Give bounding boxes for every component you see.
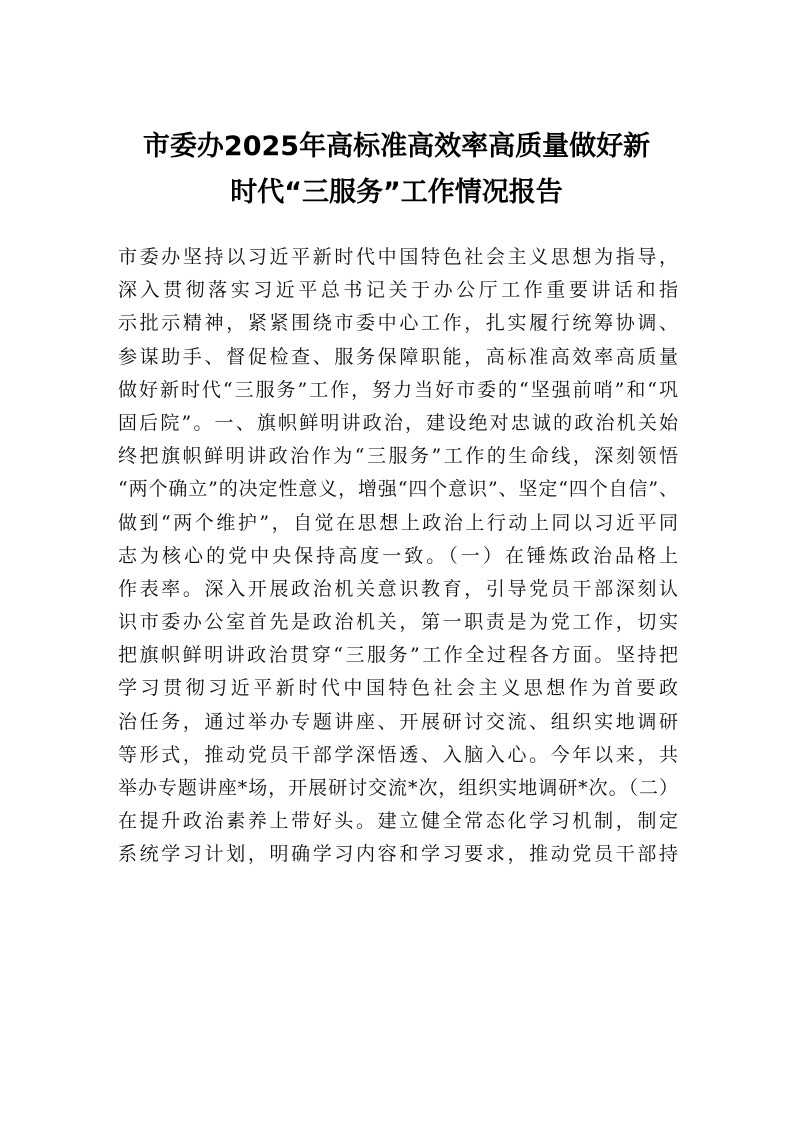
title-line-1: 市委办2025年高标准高效率高质量做好新 <box>142 131 651 162</box>
body-line: 把旗帜鲜明讲政治贯穿“三服务”工作全过程各方面。坚持把 <box>118 644 678 667</box>
body-line: 做到“两个维护”，自觉在思想上政治上行动上同以习近平同 <box>118 511 678 534</box>
body-line: 志为核心的党中央保持高度一致。（一）在锤炼政治品格上 <box>118 544 678 567</box>
body-line: 做好新时代“三服务”工作，努力当好市委的“坚强前哨”和“巩 <box>118 378 678 401</box>
body-line: 举办专题讲座*场，开展研讨交流*次，组织实地调研*次。（二） <box>118 777 678 799</box>
body-line: 识市委办公室首先是政治机关，第一职责是为党工作，切实 <box>118 611 678 634</box>
body-line: 参谋助手、督促检查、服务保障职能，高标准高效率高质量 <box>118 345 678 368</box>
body-line: 示批示精神，紧紧围绕市委中心工作，扎实履行统筹协调、 <box>118 312 678 335</box>
body-line: 固后院”。一、旗帜鲜明讲政治，建设绝对忠诚的政治机关始 <box>118 411 678 434</box>
body-line: 作表率。深入开展政治机关意识教育，引导党员干部深刻认 <box>118 577 678 600</box>
body-paragraph <box>118 241 678 872</box>
document-title <box>100 124 693 216</box>
body-line: 在提升政治素养上带好头。建立健全常态化学习机制，制定 <box>118 810 678 833</box>
body-line: 等形式，推动党员干部学深悟透、入脑入心。今年以来，共 <box>118 743 678 766</box>
body-line: 终把旗帜鲜明讲政治作为“三服务”工作的生命线，深刻领悟 <box>118 445 678 468</box>
body-line: 学习贯彻习近平新时代中国特色社会主义思想作为首要政 <box>118 677 678 700</box>
body-line: 深入贯彻落实习近平总书记关于办公厅工作重要讲话和指 <box>118 279 678 302</box>
body-line: 系统学习计划，明确学习内容和学习要求，推动党员干部持 <box>118 843 678 866</box>
body-line: 治任务，通过举办专题讲座、开展研讨交流、组织实地调研 <box>118 710 678 733</box>
body-line: “两个确立”的决定性意义，增强“四个意识”、坚定“四个自信”、 <box>118 478 678 501</box>
title-line-2: 时代“三服务”工作情况报告 <box>230 177 563 208</box>
body-line: 市委办坚持以习近平新时代中国特色社会主义思想为指导， <box>118 246 678 268</box>
